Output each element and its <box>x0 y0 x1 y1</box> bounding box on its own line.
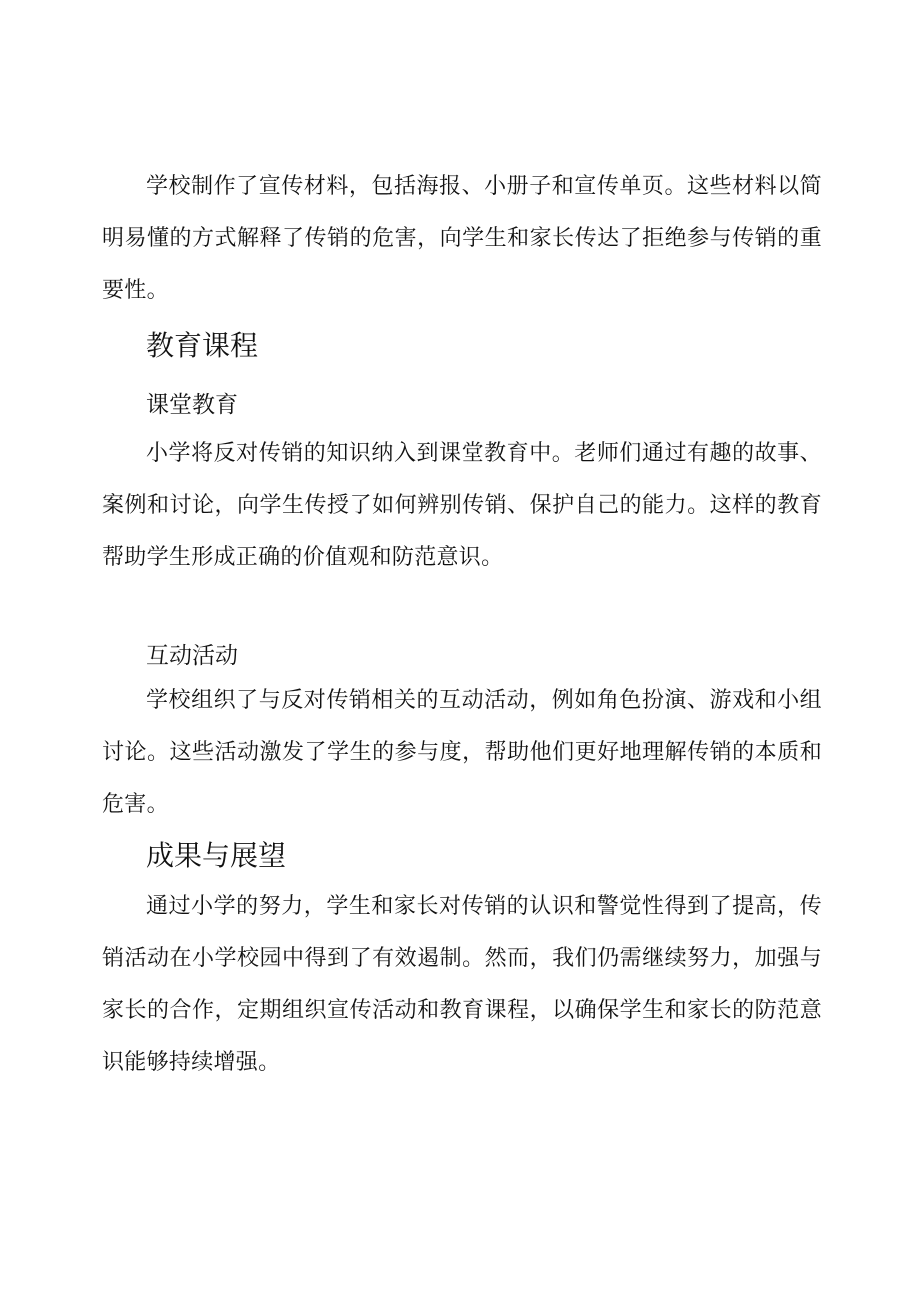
interactive-paragraph: 学校组织了与反对传销相关的互动活动，例如角色扮演、游戏和小组讨论。这些活动激发了学生的参与度，帮助他们更好地理解传销的本质和危害。 <box>102 688 822 817</box>
section-heading-education: 教育课程 <box>146 329 259 362</box>
classroom-paragraph: 小学将反对传销的知识纳入到课堂教育中。老师们通过有趣的故事、案例和讨论，向学生传授了如何辨别传销、保护自己的能力。这样的教育帮助学生形成正确的价值观和防范意识。 <box>102 441 822 570</box>
section-heading-outcome: 成果与展望 <box>146 839 287 872</box>
intro-paragraph: 学校制作了宣传材料，包括海报、小册子和宣传单页。这些材料以简明易懂的方式解释了传销的危害，向学生和家长传达了拒绝参与传销的重要性。 <box>102 174 822 303</box>
subsection-heading-interactive: 互动活动 <box>146 643 238 669</box>
outcome-paragraph: 通过小学的努力，学生和家长对传销的认识和警觉性得到了提高，传销活动在小学校园中得到了有效遏制。然而，我们仍需继续努力，加强与家长的合作，定期组织宣传活动和教育课程，以确保学生和家长的防范意识能够持续增强。 <box>102 894 822 1075</box>
subsection-heading-classroom: 课堂教育 <box>146 392 238 418</box>
